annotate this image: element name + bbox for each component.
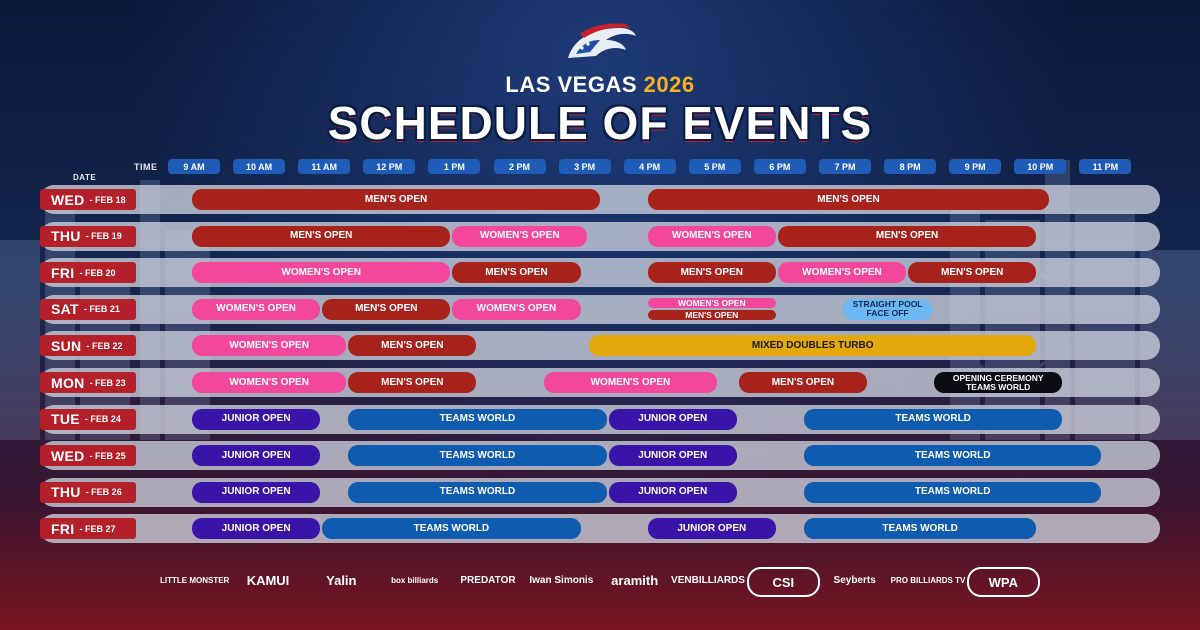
day-name: TUE [51,411,80,428]
day-label [40,226,136,247]
time-pill: 11 PM [1079,159,1131,174]
time-pill: 7 PM [819,159,871,174]
page-title: SCHEDULE OF EVENTS [327,97,873,149]
time-pill: 4 PM [624,159,676,174]
sponsor-logo: Yalin [326,572,357,588]
time-pill: 9 AM [168,159,220,174]
day-label [40,372,136,393]
event-block: JUNIOR OPEN [192,482,320,503]
day-name: SUN [51,337,82,354]
day-label [40,482,136,503]
sponsor-logo: KAMUI [246,572,290,588]
day-label [40,445,136,466]
day-date: - FEB 21 [83,304,120,315]
event-block: JUNIOR OPEN [648,518,776,539]
day-date: - FEB 20 [79,267,116,278]
sponsor-logo: WPA [967,567,1040,597]
event-block: WOMEN'S OPEN [778,262,906,283]
event-block: MEN'S OPEN [778,226,1036,247]
event-block: WOMEN'S OPEN [452,299,580,320]
day-date: - FEB 26 [85,487,122,498]
event-block: MEN'S OPEN [348,335,476,356]
event-block: MEN'S OPEN [348,372,476,393]
day-date: - FEB 23 [89,377,126,388]
time-pill: 1 PM [428,159,480,174]
event-block: MEN'S OPEN [648,189,1050,210]
event-block: TEAMS WORLD [322,518,580,539]
event-block: MIXED DOUBLES TURBO [589,335,1036,356]
event-block: WOMEN'S OPEN [648,298,776,308]
event-block: WOMEN'S OPEN [192,262,450,283]
event-block: MEN'S OPEN [648,310,776,320]
event-block: WOMEN'S OPEN [544,372,718,393]
day-date: - FEB 19 [85,231,122,242]
day-name: FRI [51,264,75,281]
event-subtitle [0,72,1200,98]
day-date: - FEB 25 [89,450,126,461]
event-block: MEN'S OPEN [452,262,580,283]
day-date: - FEB 27 [79,523,116,534]
time-pill: 10 AM [233,159,285,174]
header [0,0,1200,150]
sponsor-logos [160,558,1040,602]
day-name: WED [51,447,85,464]
event-block: TEAMS WORLD [804,482,1101,503]
panther-logo-icon [560,18,640,66]
time-axis-label: TIME [134,162,158,172]
sponsor-logo: CSI [747,567,820,597]
day-date: - FEB 18 [89,194,126,205]
day-date: - FEB 22 [86,340,123,351]
event-block: TEAMS WORLD [804,445,1101,466]
day-label [40,335,136,356]
date-axis-label: DATE [73,173,97,182]
event-block: JUNIOR OPEN [609,409,737,430]
day-label [40,409,136,430]
time-pill: 3 PM [559,159,611,174]
time-pill: 8 PM [884,159,936,174]
day-name: THU [51,228,81,245]
sponsor-logo: aramith [611,572,659,588]
event-block: JUNIOR OPEN [192,518,320,539]
sponsor-logo: box billiards [391,575,439,585]
time-pill: 10 PM [1014,159,1066,174]
event-block: OPENING CEREMONY TEAMS WORLD [934,372,1062,393]
day-label [40,518,136,539]
event-block: TEAMS WORLD [348,445,606,466]
day-name: FRI [51,520,75,537]
day-name: THU [51,484,81,501]
day-date: - FEB 24 [84,414,121,425]
day-label [40,262,136,283]
time-pill: 6 PM [754,159,806,174]
event-block: TEAMS WORLD [348,409,606,430]
time-pill: 2 PM [494,159,546,174]
subtitle-city: LAS VEGAS [505,72,638,97]
day-label [40,189,136,210]
event-block: MEN'S OPEN [648,262,776,283]
time-pill: 5 PM [689,159,741,174]
sponsor-logo: PREDATOR [460,574,516,586]
day-name: WED [51,191,85,208]
day-name: MON [51,374,85,391]
time-pill: 11 AM [298,159,350,174]
sponsor-logo: Iwan Simonis [529,574,594,586]
event-block: MEN'S OPEN [739,372,867,393]
sponsor-logo: Seyberts [833,574,876,586]
event-block: TEAMS WORLD [804,518,1036,539]
event-block: WOMEN'S OPEN [192,372,346,393]
event-block: MEN'S OPEN [322,299,450,320]
day-name: SAT [51,301,79,318]
event-block: STRAIGHT POOL FACE OFF [843,299,932,320]
event-block: MEN'S OPEN [192,226,450,247]
event-block: WOMEN'S OPEN [452,226,587,247]
day-label [40,299,136,320]
subtitle-year: 2026 [643,72,695,97]
event-block: WOMEN'S OPEN [192,335,346,356]
event-block: JUNIOR OPEN [609,445,737,466]
sponsor-logo: PRO BILLIARDS TV [890,575,966,585]
event-block: WOMEN'S OPEN [648,226,776,247]
sponsor-logo: VENBILLIARDS [671,574,745,586]
event-block: JUNIOR OPEN [192,409,320,430]
time-pill: 9 PM [949,159,1001,174]
event-block: JUNIOR OPEN [609,482,737,503]
event-block: TEAMS WORLD [804,409,1062,430]
time-pill: 12 PM [363,159,415,174]
event-block: JUNIOR OPEN [192,445,320,466]
sponsor-logo: LITTLE MONSTER [160,575,230,585]
event-block: WOMEN'S OPEN [192,299,320,320]
event-block: MEN'S OPEN [192,189,600,210]
event-block: TEAMS WORLD [348,482,606,503]
event-block: MEN'S OPEN [908,262,1036,283]
